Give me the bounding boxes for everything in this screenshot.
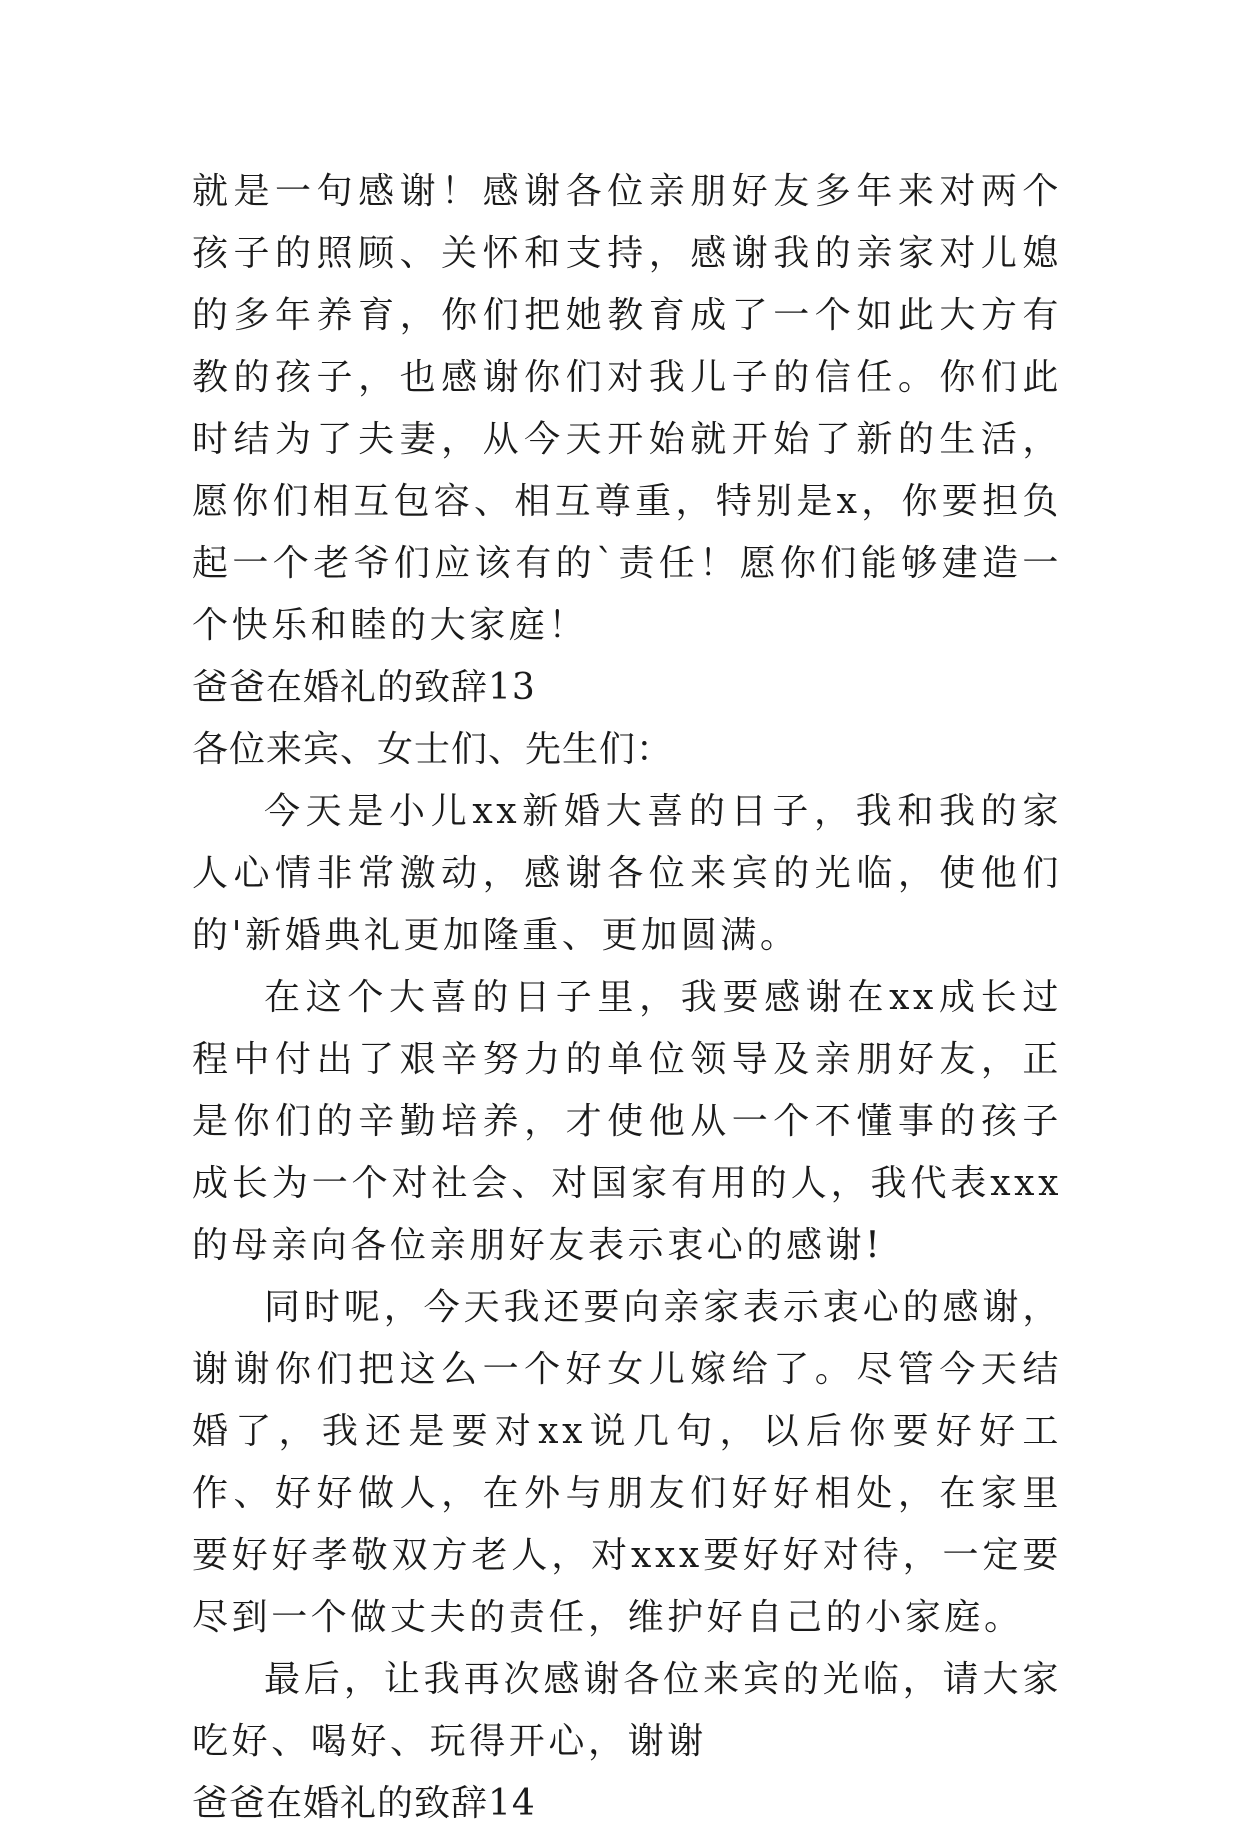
section-13-paragraph: 今天是小儿xx新婚大喜的日子，我和我的家人心情非常激动，感谢各位来宾的光临，使他们的'新婚典礼更加隆重、更加圆满。 xyxy=(192,791,1062,956)
section-13-paragraph: 同时呢，今天我还要向亲家表示衷心的感谢，谢谢你们把这么一个好女儿嫁给了。尽管今天结婚了，我还是要对xx说几句，以后你要好好工作、好好做人，在外与朋友们好好相处，在家里要好好孝敬双方老人，对xxx要好好对待，一定要尽到一个做丈夫的责任，维护好自己的小家庭。 xyxy=(192,1287,1062,1638)
continuation-paragraph: 就是一句感谢！感谢各位亲朋好友多年来对两个孩子的照顾、关怀和支持，感谢我的亲家对儿媳的多年养育，你们把她教育成了一个如此大方有教的孩子，也感谢你们对我儿子的信任。你们此时结为了夫妻，从今天开始就开始了新的生活，愿你们相互包容、相互尊重，特别是x，你要担负起一个老爷们应该有的`责任！愿你们能够建造一个快乐和睦的大家庭！ xyxy=(192,171,1062,646)
document-body xyxy=(192,161,1062,1835)
section-14-title: 爸爸在婚礼的致辞14 xyxy=(192,1783,536,1824)
section-13-paragraph: 在这个大喜的日子里，我要感谢在xx成长过程中付出了艰辛努力的单位领导及亲朋好友，正是你们的辛勤培养，才使他从一个不懂事的孩子成长为一个对社会、对国家有用的人，我代表xxx的母亲向各位亲朋好友表示衷心的感谢! xyxy=(192,977,1062,1266)
section-13-greeting: 各位来宾、女士们、先生们： xyxy=(192,729,674,770)
section-13-paragraph: 最后，让我再次感谢各位来宾的光临，请大家吃好、喝好、玩得开心，谢谢 xyxy=(192,1659,1062,1762)
section-13-title: 爸爸在婚礼的致辞13 xyxy=(192,667,536,708)
